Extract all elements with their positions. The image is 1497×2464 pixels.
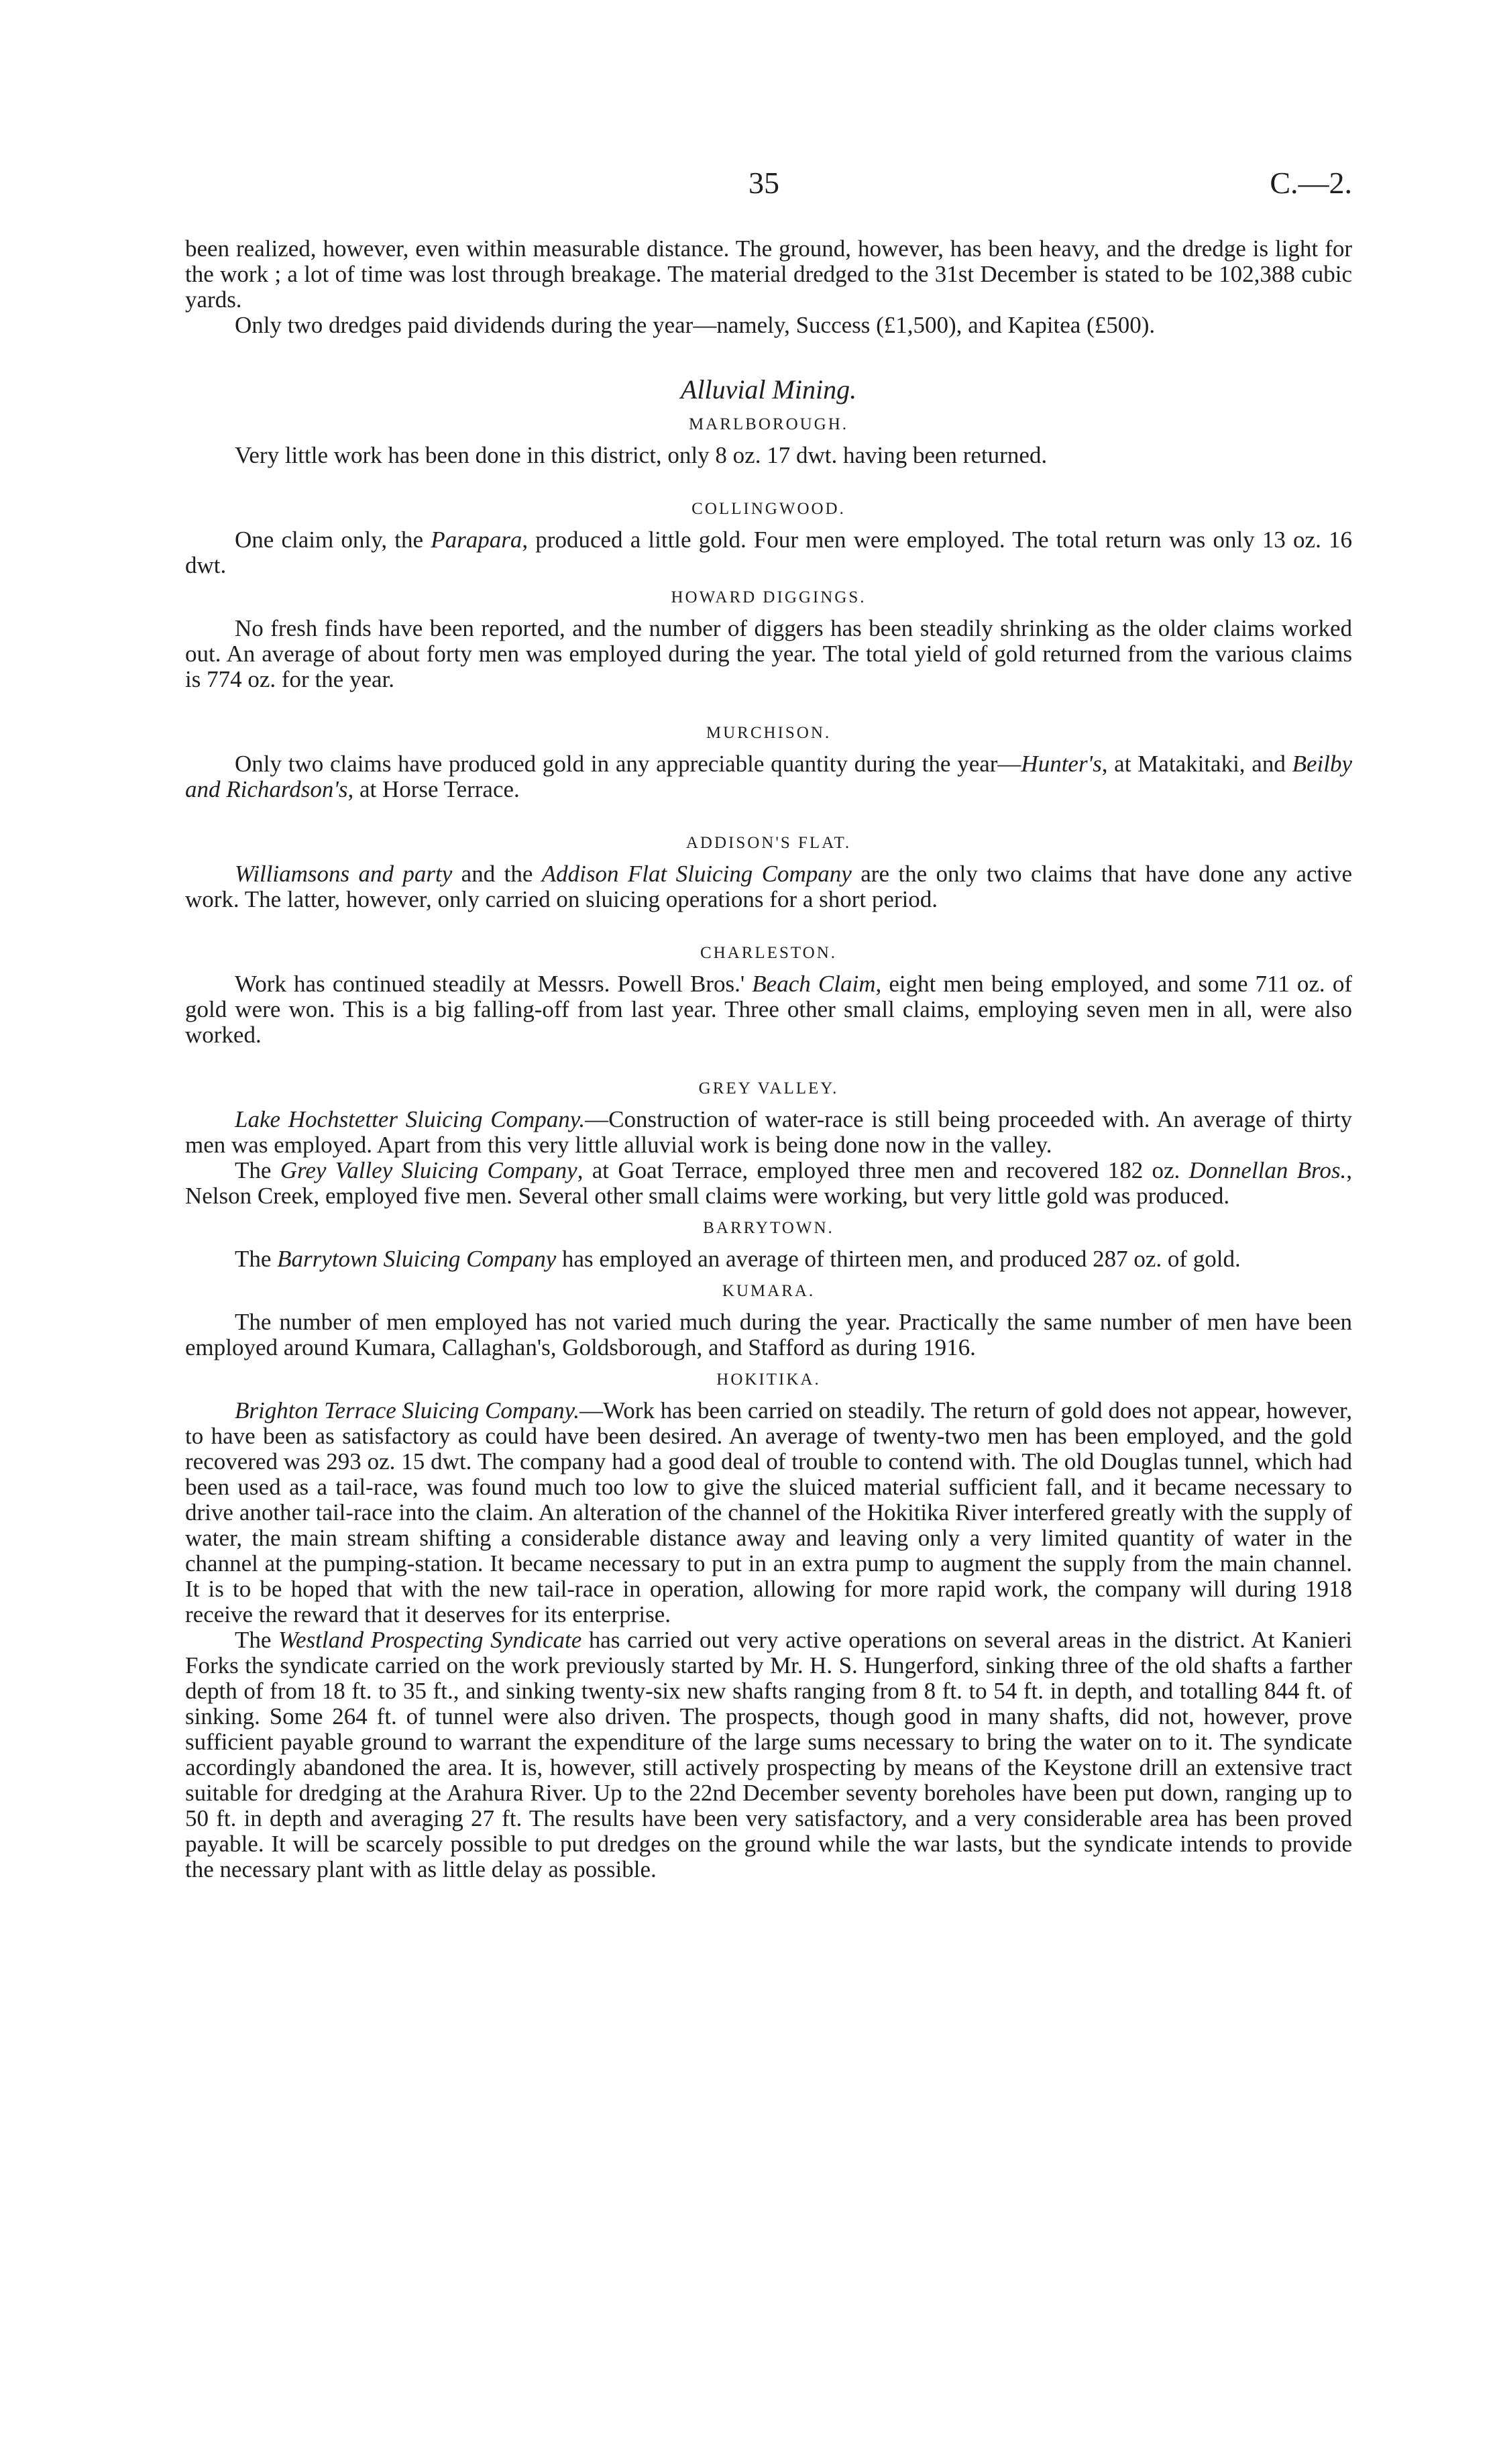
text-run: has employed an average of thirteen men, and produced 287 oz. of gold. [556, 1246, 1241, 1272]
text-run: Work has continued steadily at Messrs. Powell Bros.' [235, 971, 753, 997]
claim-name: Addison Flat Sluicing Company [541, 861, 852, 887]
text-run: , Nelson Creek, employed five men. Several other small claims were working, but very little gold was produced. [185, 1157, 1352, 1209]
paragraph: No fresh finds have been reported, and the number of diggers has been steadily shrinking as the older claims worked out. An average of about forty men was employed during the year. The total yield of gold returned from the various claims is 774 oz. for the year. [185, 615, 1352, 692]
district-heading-murchison: MURCHISON. [706, 724, 832, 742]
text-run: One claim only, the [235, 527, 431, 553]
paragraph [185, 1158, 1352, 1209]
section-title: Alluvial Mining. [680, 374, 857, 405]
paragraph: Only two dredges paid dividends during the year—namely, Success (£1,500), and Kapitea (£500). [235, 312, 1156, 338]
text-run: The [235, 1157, 280, 1183]
text-run: , at Goat Terrace, employed three men and recovered 182 oz. [577, 1157, 1189, 1183]
document-reference: C.—2. [1270, 166, 1352, 200]
district-heading-kumara: KUMARA. [722, 1282, 816, 1300]
district-heading-hokitika: HOKITIKA. [716, 1371, 821, 1389]
claim-name: Donnellan Bros. [1188, 1157, 1347, 1183]
claim-name: Brighton Terrace Sluicing Company. [235, 1397, 579, 1424]
text-run: are the only two claims that have done any active work. The latter, however, only carried on sluicing operations for a short period. [185, 861, 1352, 912]
claim-name: Hunter's [1021, 751, 1102, 777]
text-run: Only two claims have produced gold in any appreciable quantity during the year— [235, 751, 1021, 777]
paragraph [185, 861, 1352, 912]
text-run: , at Matakitaki, and [1101, 751, 1292, 777]
paragraph: The number of men employed has not varied much during the year. Practically the same number of men have been employed around Kumara, Callaghan's, Goldsborough, and Stafford as during 1916. [185, 1309, 1352, 1360]
claim-name: Barrytown Sluicing Company [277, 1246, 557, 1272]
paragraph: been realized, however, even within measurable distance. The ground, however, has been heavy, and the dredge is light for the work ; a lot of time was lost through breakage. The material dredged to the 31st December is stated to be 102,388 cubic yards. [185, 235, 1352, 313]
claim-name: Grey Valley Sluicing Company [280, 1157, 577, 1183]
claim-name: Beach Claim [752, 971, 876, 997]
paragraph [185, 1398, 1352, 1627]
paragraph [185, 971, 1352, 1048]
district-heading-addisons-flat: ADDISON'S FLAT. [685, 834, 852, 852]
paragraph [185, 1246, 1352, 1272]
text-run: has carried out very active operations on several areas in the district. At Kanieri Forks the syndicate carried on the work previously started by Mr. H. S. Hungerford, sinking three of the old shafts a farther depth of from 18 ft. to 35 ft., and sinking twenty-six new shafts ranging from 8 ft. to 54 ft. in depth, and totalling 844 ft. of sinking. Some 264 ft. of tunnel were also driven. The prospects, though good in many shafts, did not, however, prove sufficient payable ground to warrant the expenditure of the large sums necessary to bring the water on to it. The syndicate accordingly abandoned the area. It is, however, still actively prospecting by means of the Keystone drill an extensive tract suitable for dredging at the Arahura River. Up to the 22nd December seventy boreholes have been put down, ranging up to 50 ft. in depth and averaging 27 ft. The results have been very satisfactory, and a very considerable area has been proved payable. It will be scarcely possible to put dredges on the ground while the war lasts, but the syndicate intends to provide the necessary plant with as little delay as possible. [185, 1627, 1353, 1882]
paragraph: Very little work has been done in this district, only 8 oz. 17 dwt. having been returned. [235, 442, 1048, 468]
claim-name: Williamsons and party [235, 861, 453, 887]
text-run: The [235, 1246, 278, 1272]
claim-name: Westland Prospecting Syndicate [278, 1627, 582, 1653]
district-heading-collingwood: COLLINGWOOD. [691, 500, 846, 518]
district-heading-barrytown: BARRYTOWN. [703, 1219, 834, 1237]
district-heading-grey-valley: GREY VALLEY. [698, 1079, 839, 1097]
district-heading-howard-diggings: HOWARD DIGGINGS. [671, 588, 867, 606]
page-number: 35 [748, 166, 779, 200]
document-page [185, 0, 1352, 2464]
text-run: The [235, 1627, 279, 1653]
claim-name: Beilby and Richardson's [185, 751, 1352, 802]
text-run: , produced a little gold. Four men were employed. The total return was only 13 oz. 16 dwt. [185, 527, 1352, 578]
text-run: , at Horse Terrace. [347, 776, 520, 802]
text-run: —Work has been carried on steadily. The return of gold does not appear, however, to have been as satisfactory as could have been desired. An average of twenty-two men has been employed, and the gold recovered was 293 oz. 15 dwt. The company had a good deal of trouble to contend with. The old Douglas tunnel, which had been used as a tail-race, was found much too low to give the sluiced material sufficient fall, and it became necessary to drive another tail-race into the claim. An alteration of the channel of the Hokitika River interfered greatly with the supply of water, the main stream shifting a considerable distance away and leaving only a very limited quantity of water in the channel at the pumping-station. It became necessary to put in an extra pump to augment the supply from the main channel. It is to be hoped that with the new tail-race in operation, allowing for more rapid work, the company will during 1918 receive the reward that it deserves for its enterprise. [185, 1397, 1352, 1627]
district-heading-marlborough: MARLBOROUGH. [688, 415, 849, 433]
claim-name: Lake Hochstetter Sluicing Company. [235, 1106, 586, 1132]
paragraph [185, 527, 1352, 578]
page-body [185, 236, 1352, 1882]
text-run: , eight men being employed, and some 711 oz. of gold were won. This is a big falling-off from last year. Three other small claims, employing seven men in all, were also worked. [185, 971, 1352, 1048]
text-run: —Construction of water-race is still being proceeded with. An average of thirty men was employed. Apart from this very little alluvial work is being done now in the valley. [185, 1106, 1352, 1158]
claim-name: Parapara [431, 527, 522, 553]
page-header [185, 165, 1352, 212]
text-run: and the [452, 861, 542, 887]
paragraph [185, 1107, 1352, 1158]
paragraph [185, 1627, 1352, 1882]
district-heading-charleston: CHARLESTON. [700, 944, 838, 962]
paragraph [185, 751, 1352, 802]
